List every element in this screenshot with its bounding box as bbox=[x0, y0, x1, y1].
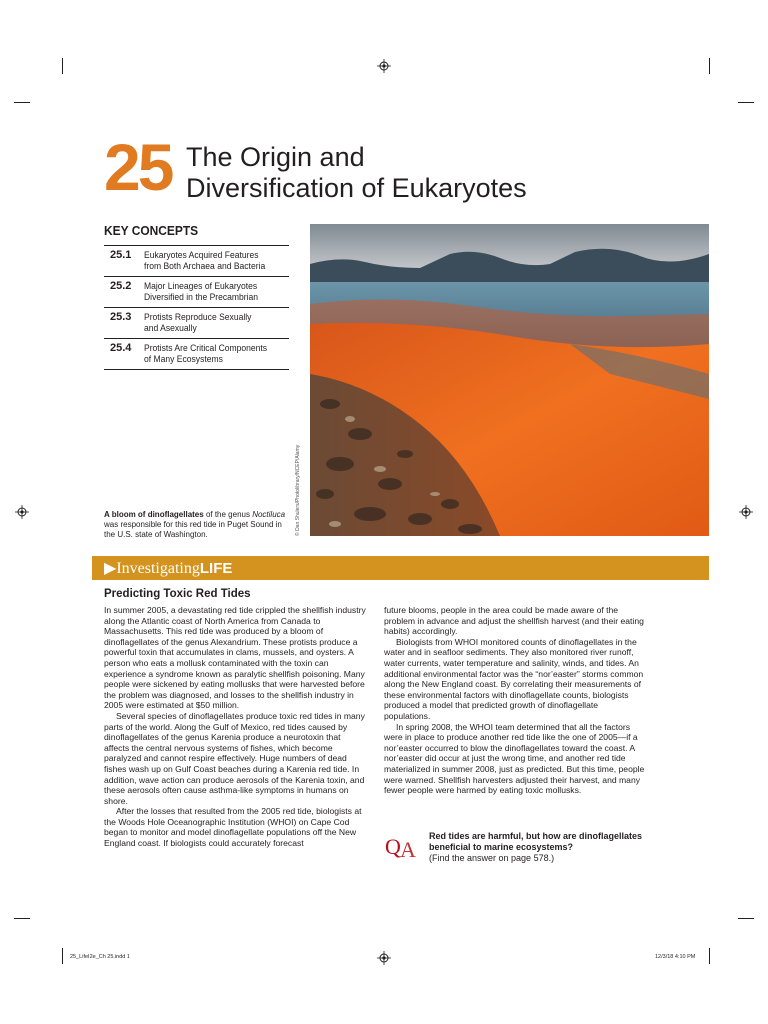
photo-caption bbox=[104, 510, 294, 540]
paragraph: After the losses that resulted from the 2005 red tide, biologists at the Woods Hole Oceanographic Institution (WHOI) on Cape Cod began to monitor and model dinoflagellate populations off the New England coast. If biologists could accurately forecast bbox=[104, 806, 362, 849]
crop-mark-left-bottom bbox=[14, 918, 30, 919]
play-arrow-icon: ▶ bbox=[104, 560, 117, 577]
key-concept-text bbox=[144, 343, 282, 365]
banner-label bbox=[104, 558, 232, 578]
paragraph: In spring 2008, the WHOI team determined that all the factors were in place to produce another red tide like the one of 2005—if a nor’easter occurred to blow the dinoflagellates toward the coast. A nor’easter did occur at just the wrong time, and another red tide materialized in summer 2008, just as predicted. But this time, people were warned. Shellfish harvesters adjusted their harvest, and many fewer people were harmed by eating toxic mollusks. bbox=[384, 721, 645, 796]
key-concept-text bbox=[144, 312, 282, 334]
qa-logo-icon bbox=[385, 833, 425, 859]
red-tide-photo bbox=[310, 224, 709, 536]
article-heading: Predicting Toxic Red Tides bbox=[104, 588, 251, 600]
crop-mark-right-top bbox=[738, 102, 754, 103]
key-concept-line: Major Lineages of Eukaryotes bbox=[144, 281, 258, 291]
article-column-1 bbox=[104, 605, 366, 849]
key-concept-line: Protists Reproduce Sexually bbox=[144, 312, 252, 322]
key-concept-text bbox=[144, 250, 282, 272]
chapter-title bbox=[186, 142, 527, 204]
photo-credit: © Dan Shulers/Photolibrary/NCEP/Alamy bbox=[295, 444, 301, 536]
key-concept-number: 25.3 bbox=[110, 311, 132, 323]
crop-mark-right-bottom bbox=[738, 918, 754, 919]
key-concept-item bbox=[104, 245, 289, 277]
key-concept-line: of Many Ecosystems bbox=[144, 354, 223, 364]
key-concept-number: 25.4 bbox=[110, 342, 132, 354]
key-concept-line: and Asexually bbox=[144, 323, 197, 333]
caption-text-rest: was responsible for this red tide in Puget Sound in the U.S. state of Washington. bbox=[104, 520, 282, 539]
key-concepts-list bbox=[104, 245, 289, 370]
qa-question: Red tides are harmful, but how are dinoflagellates beneficial to marine ecosystems? bbox=[429, 831, 643, 852]
red-tide-photo-illustration bbox=[310, 224, 709, 536]
chapter-number: 25 bbox=[104, 130, 172, 204]
crop-mark-bottom-left bbox=[62, 948, 63, 964]
chapter-title-line-1: The Origin and bbox=[186, 142, 365, 172]
key-concept-number: 25.1 bbox=[110, 249, 132, 261]
article-column-2 bbox=[384, 605, 646, 796]
paragraph: Biologists from WHOI monitored counts of dinoflagellates in the water and in seafloor sediments. They also monitored river runoff, water currents, water temperature and salinity, winds, and tides. An additional environmental factor was the “nor’easter” storms common along the New England coast. By correlating their measurements of these environmental factors with dinoflagellate counts, biologists produced a model that predicted growth of dinoflagellate populations. bbox=[384, 636, 644, 721]
key-concept-line: Protists Are Critical Components bbox=[144, 343, 268, 353]
qa-logo-a: A bbox=[400, 837, 416, 859]
caption-bold: A bloom of dinoflagellates bbox=[104, 510, 204, 519]
paragraph: Several species of dinoflagellates produce toxic red tides in many parts of the world. Along the Gulf of Mexico, red tides caused by dinoflagellates of the genus Karenia produce a neurotoxin that affects the central nervous systems of fishes, which become paralyzed and cannot respire effectively. Huge numbers of dead fishes wash up on Gulf Coast beaches during a Karenia red tide. In addition, wave action can produce aerosols of the Karenia toxin, and these aerosols often cause asthma-like symptoms in humans on shore. bbox=[104, 710, 365, 806]
caption-genus: Noctiluca bbox=[252, 510, 286, 519]
crop-mark-bottom-right bbox=[709, 948, 710, 964]
registration-mark-left-icon bbox=[15, 505, 29, 519]
crop-mark-top-left bbox=[62, 58, 63, 74]
crop-mark-top-right bbox=[709, 58, 710, 74]
qa-box bbox=[429, 831, 679, 864]
caption-text: of the genus bbox=[203, 510, 253, 519]
crop-mark-left-top bbox=[14, 102, 30, 103]
key-concept-item bbox=[104, 308, 289, 339]
key-concepts-heading: KEY CONCEPTS bbox=[104, 223, 199, 238]
key-concept-text bbox=[144, 281, 282, 303]
paragraph: In summer 2005, a devastating red tide crippled the shellfish industry along the Atlantic coast of North America from Canada to Massachusetts. This red tide was produced by a bloom of dinoflagellates of the genus Alexandrium. These protists produce a powerful toxin that accumulates in clams, mussels, and oysters. A person who eats a mollusk contaminated with the toxin can experience a syndrome known as paralytic shellfish poisoning. Many people were sickened by eating mollusks that were harvested before the problem was diagnosed, and losses to the shellfish industry in 2005 were estimated at $50 million. bbox=[104, 605, 366, 711]
chapter-title-line-2: Diversification of Eukaryotes bbox=[186, 173, 527, 203]
registration-mark-top-icon bbox=[377, 59, 391, 73]
registration-mark-right-icon bbox=[739, 505, 753, 519]
key-concept-item bbox=[104, 339, 289, 370]
key-concept-item bbox=[104, 277, 289, 308]
qa-logo-q: Q bbox=[385, 834, 401, 859]
key-concept-line: from Both Archaea and Bacteria bbox=[144, 261, 266, 271]
footer-file-slug: 25_LifeI2e_Ch 25.indd 1 bbox=[70, 954, 130, 960]
key-concept-number: 25.2 bbox=[110, 280, 132, 292]
registration-mark-bottom-icon bbox=[377, 951, 391, 965]
qa-answer-reference: (Find the answer on page 578.) bbox=[429, 853, 555, 863]
footer-timestamp: 12/3/18 4:10 PM bbox=[655, 954, 696, 960]
key-concept-line: Eukaryotes Acquired Features bbox=[144, 250, 259, 260]
key-concept-line: Diversified in the Precambrian bbox=[144, 292, 259, 302]
paragraph: future blooms, people in the area could be made aware of the problem in advance and adjust the shellfish harvest (and their eating habits) accordingly. bbox=[384, 605, 644, 637]
banner-prefix: Investigating bbox=[116, 560, 200, 577]
banner-suffix: LIFE bbox=[199, 560, 233, 577]
